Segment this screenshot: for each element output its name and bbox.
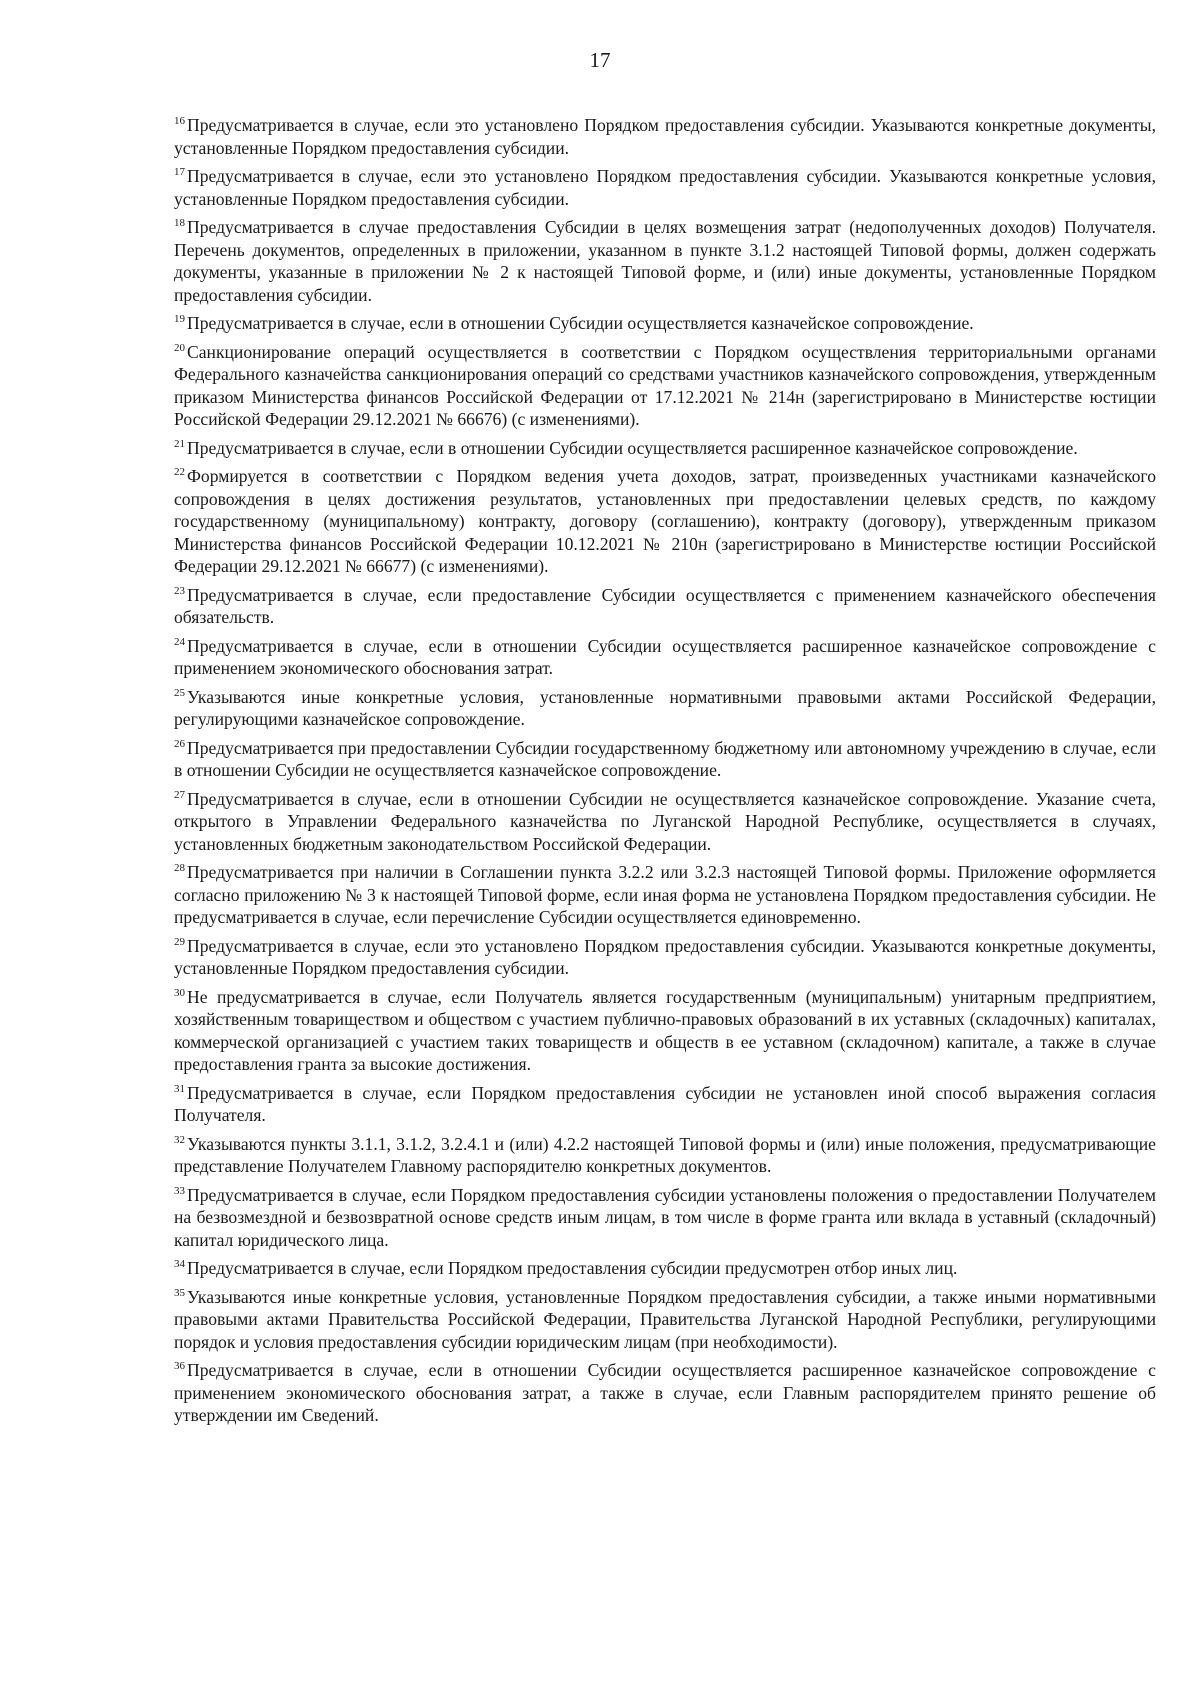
footnote: [174, 737, 1156, 782]
footnote-text: Предусматривается в случае, если Порядком предоставления субсидии не установлен иной способ выражения согласия Получателя.: [174, 1082, 1156, 1125]
footnote-number: 18: [174, 217, 185, 229]
footnote-number: 16: [174, 115, 185, 127]
footnote-text: Предусматривается в случае, если в отношении Субсидии осуществляется расширенное казначейское сопровождение с применением экономического обоснования затрат.: [174, 635, 1156, 678]
footnote-number: 27: [174, 788, 185, 801]
footnote: [174, 1133, 1156, 1178]
footnote-text: Предусматривается в случае, если в отношении Субсидии осуществляется казначейское сопровождение.: [187, 313, 974, 333]
footnote-text: Предусматривается в случае, если в отношении Субсидии осуществляется расширенное казначейское сопровождение с применением экономического обоснования затрат, а также в случае, если Главным распорядителем принято решение об утверждении им Сведений.: [174, 1360, 1156, 1425]
footnote-number: 22: [174, 466, 185, 478]
footnote-number: 34: [174, 1258, 185, 1270]
footnote-text: Санкционирование операций осуществляется в соответствии с Порядком осуществления территориальными органами Федерального казначейства санкционирования операций со средствами участников казначейского сопровождения, утвержденным приказом Министерства финансов Российской Федерации от 17.12.2021 № 214н (зарегистрировано в Министерстве юстиции Российской Федерации 29.12.2021 № 66676) (с изменениями).: [174, 341, 1156, 429]
footnote: [174, 686, 1156, 731]
footnote-text: Предусматривается при предоставлении Субсидии государственному бюджетному или автономному учреждению в случае, если в отношении Субсидии не осуществляется казначейское сопровождение.: [174, 737, 1156, 780]
footnote-text: Предусматривается в случае, если в отношении Субсидии не осуществляется казначейское сопровождение. Указание счета, открытого в Управлении Федерального казначейства по Луганской Народной Республике, осуществляется в случаях, установленных бюджетным законодательством Российской Федерации.: [174, 788, 1156, 854]
footnote-text: Не предусматривается в случае, если Получатель является государственным (муниципальным) унитарным предприятием, хозяйственным товариществом и обществом с участием публично-правовых образований в их уставных (складочных) капиталах, коммерческой организацией с участием таких товариществ и обществ в ее уставном (складочном) капитале, а также в случае предоставления гранта за высокие достижения.: [174, 986, 1156, 1074]
footnote-text: Предусматривается при наличии в Соглашении пункта 3.2.2 или 3.2.3 настоящей Типовой формы. Приложение оформляется согласно приложению № 3 к настоящей Типовой форме, если иная форма не установлена Порядком предоставления субсидии. Не предусматривается в случае, если перечисление Субсидии осуществляется единовременно.: [174, 862, 1156, 927]
footnote: [174, 986, 1156, 1076]
footnote: [174, 788, 1156, 856]
footnote-number: 19: [174, 313, 185, 325]
footnote-text: Предусматривается в случае предоставления Субсидии в целях возмещения затрат (недополученных доходов) Получателя. Перечень документов, определенных в приложении, указанном в пункте 3.1.2 настоящей Типовой формы, должен содержать документы, указанные в приложении № 2 к настоящей Типовой форме, и (или) иные документы, установленные Порядком предоставления субсидии.: [174, 217, 1156, 305]
footnote: [174, 1184, 1156, 1252]
footnote-number: 28: [174, 862, 185, 874]
footnote-number: 29: [174, 935, 185, 948]
footnote: [174, 1082, 1156, 1127]
footnote-number: 23: [174, 584, 185, 597]
footnote: [174, 935, 1156, 980]
footnote-text: Указываются иные конкретные условия, установленные Порядком предоставления субсидии, а также иными нормативными правовыми актами Правительства Российской Федерации, Правительства Луганской Народной Республики, регулирующими порядок и условия предоставления субсидии юридическим лицам (при необходимости).: [174, 1286, 1156, 1352]
footnote-number: 31: [174, 1082, 185, 1095]
footnote: [174, 584, 1156, 629]
footnote-number: 25: [174, 686, 185, 699]
footnote-number: 36: [174, 1360, 185, 1372]
footnote: [174, 216, 1156, 306]
page-number: 17: [589, 48, 611, 72]
footnote-number: 26: [174, 737, 185, 750]
footnote-number: 17: [174, 166, 185, 178]
footnote-text: Указываются иные конкретные условия, установленные нормативными правовыми актами Российской Федерации, регулирующими казначейское сопровождение.: [174, 686, 1156, 729]
footnote-text: Предусматривается в случае, если это установлено Порядком предоставления субсидии. Указываются конкретные документы, установленные Порядком предоставления субсидии.: [174, 115, 1156, 158]
footnote: [174, 437, 1156, 460]
footnote-number: 33: [174, 1184, 185, 1197]
footnotes-list: [174, 114, 1156, 1433]
footnote-number: 32: [174, 1133, 185, 1146]
footnote-text: Предусматривается в случае, если предоставление Субсидии осуществляется с применением казначейского обеспечения обязательств.: [174, 584, 1156, 627]
footnote: [174, 635, 1156, 680]
footnote-text: Предусматривается в случае, если Порядком предоставления субсидии предусмотрен отбор иных лиц.: [187, 1258, 958, 1278]
footnote-text: Указываются пункты 3.1.1, 3.1.2, 3.2.4.1 и (или) 4.2.2 настоящей Типовой формы и (или) иные положения, предусматривающие представление Получателем Главному распорядителю конкретных документов.: [174, 1133, 1156, 1176]
footnote-number: 21: [174, 437, 185, 450]
footnote-text: Предусматривается в случае, если Порядком предоставления субсидии установлены положения о предоставлении Получателем на безвозмездной и безвозвратной основе средств иным лицам, в том числе в форме гранта или вклада в уставный (складочный) капитал юридического лица.: [174, 1184, 1156, 1250]
footnote-text: Предусматривается в случае, если это установлено Порядком предоставления субсидии. Указываются конкретные условия, установленные Порядком предоставления субсидии.: [174, 166, 1156, 209]
footnote-number: 35: [174, 1286, 185, 1299]
footnote-text: Предусматривается в случае, если в отношении Субсидии осуществляется расширенное казначейское сопровождение.: [187, 437, 1078, 458]
footnote: [174, 341, 1156, 431]
footnote: [174, 465, 1156, 578]
footnote: [174, 312, 1156, 335]
footnote: [174, 861, 1156, 929]
footnote-number: 30: [174, 986, 185, 999]
footnote: [174, 1257, 1156, 1280]
footnote-text: Формируется в соответствии с Порядком ведения учета доходов, затрат, произведенных участниками казначейского сопровождения в целях достижения результатов, установленных при предоставлении целевых средств, по каждому государственному (муниципальному) контракту, договору (соглашению), контракту (договору), утвержденным приказом Министерства финансов Российской Федерации 10.12.2021 № 210н (зарегистрировано в Министерстве юстиции Российской Федерации 29.12.2021 № 66677) (с изменениями).: [174, 466, 1156, 576]
footnote: [174, 165, 1156, 210]
footnote: [174, 1359, 1156, 1427]
footnote: [174, 114, 1156, 159]
footnote-number: 20: [174, 341, 185, 354]
footnote: [174, 1286, 1156, 1354]
footnote-text: Предусматривается в случае, если это установлено Порядком предоставления субсидии. Указываются конкретные документы, установленные Порядком предоставления субсидии.: [174, 935, 1156, 978]
footnote-number: 24: [174, 635, 185, 648]
